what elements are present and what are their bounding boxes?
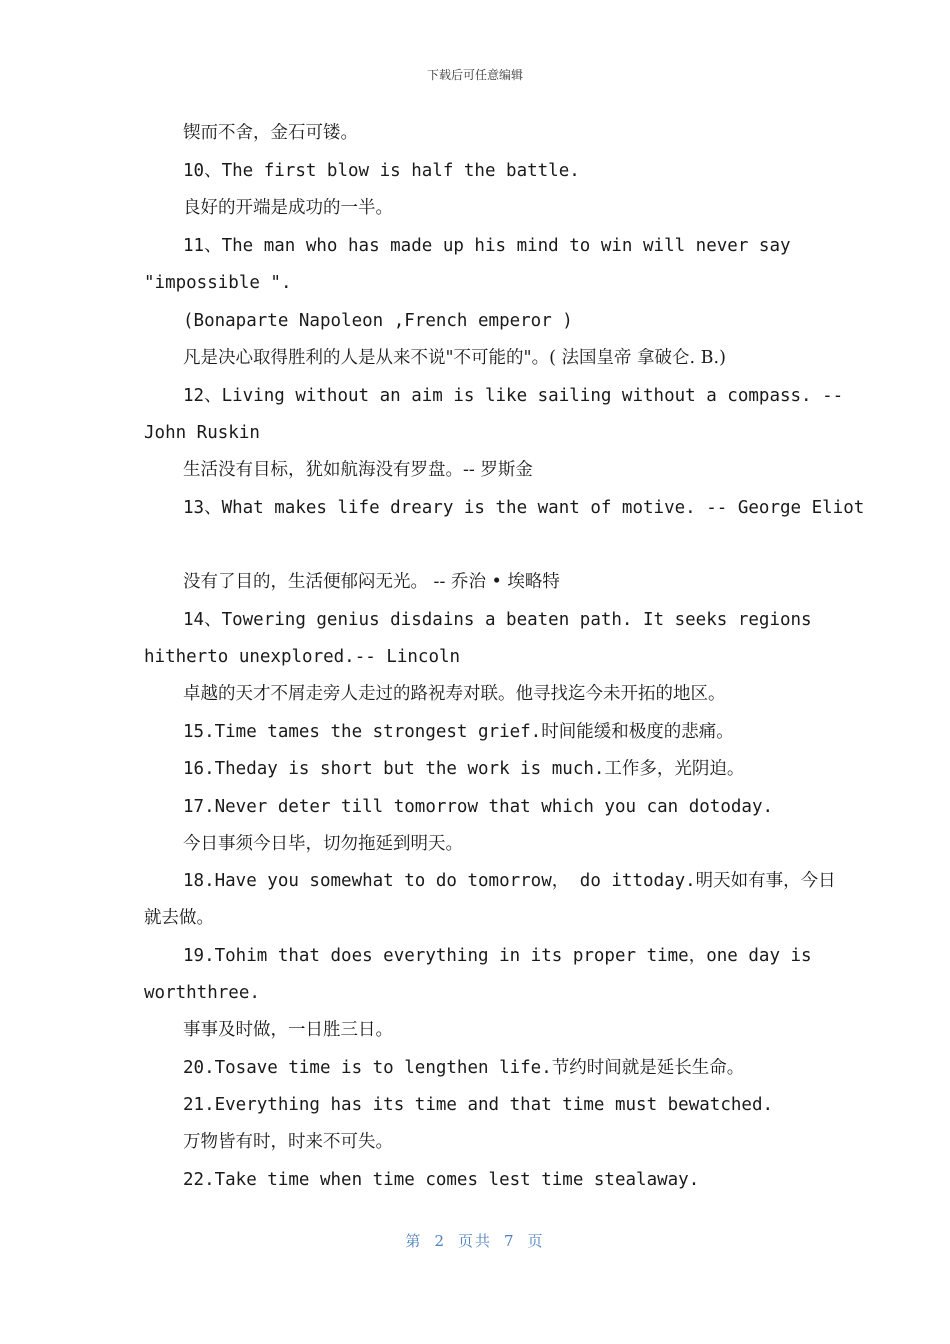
text-line: 凡是决心取得胜利的人是从来不说"不可能的"。( 法国皇帝 拿破仑. B.)	[183, 348, 726, 368]
page-number: 2	[434, 1232, 446, 1250]
text-line: 良好的开端是成功的一半。	[183, 198, 393, 218]
text-line: 21.Everything has its time and that time must bewatched.	[183, 1095, 774, 1115]
text-line: hitherto unexplored.-- Lincoln	[144, 647, 461, 667]
text-line: (Bonaparte Napoleon ,French emperor )	[183, 311, 573, 331]
text-line: 17.Never deter till tomorrow that which you can dotoday.	[183, 797, 774, 817]
page-total: 7	[504, 1232, 516, 1250]
text-line: worththree.	[144, 983, 260, 1003]
text-line: 11、The man who has made up his mind to win will never say	[183, 236, 791, 256]
text-line: 10、The first blow is half the battle.	[183, 161, 580, 181]
text-line: "impossible ".	[144, 273, 292, 293]
page-header: 下载后可任意编辑	[426, 68, 523, 82]
text-line: 就去做。	[144, 908, 214, 928]
text-line: 22.Take time when time comes lest time stealaway.	[183, 1170, 700, 1190]
text-line: 今日事须今日毕，切勿拖延到明天。	[183, 834, 463, 854]
text-line: 20.Tosave time is to lengthen life.节约时间就是延长生命。	[183, 1058, 745, 1078]
text-line: 12、Living without an aim is like sailing without a compass. --	[183, 386, 844, 406]
text-line: 16.Theday is short but the work is much.工作多，光阴迫。	[183, 759, 745, 779]
text-line: 15.Time tames the strongest grief.时间能缓和极度的悲痛。	[183, 722, 734, 742]
page-footer	[0, 1230, 950, 1251]
text-line: 生活没有目标，犹如航海没有罗盘。-- 罗斯金	[183, 460, 533, 480]
text-line: 18.Have you somewhat to do tomorrow， do ittoday.明天如有事，今日	[183, 871, 836, 891]
text-line: 14、Towering genius disdains a beaten path. It seeks regions	[183, 610, 812, 630]
text-line: John Ruskin	[144, 423, 260, 443]
text-line: 19.Tohim that does everything in its proper time，one day is	[183, 946, 812, 966]
text-line: 卓越的天才不屑走旁人走过的路祝寿对联。他寻找迄今未开拓的地区。	[183, 684, 726, 704]
page-label: 页	[527, 1232, 545, 1250]
page-label: 页共	[457, 1232, 492, 1250]
text-line: 事事及时做，一日胜三日。	[183, 1020, 393, 1040]
text-line: 锲而不舍，金石可镂。	[183, 123, 358, 143]
text-line: 万物皆有时，时来不可失。	[183, 1132, 393, 1152]
page-label: 第	[405, 1232, 423, 1250]
text-line: 没有了目的，生活便郁闷无光。 -- 乔治 • 埃略特	[183, 572, 560, 592]
text-line: 13、What makes life dreary is the want of motive. -- George Eliot	[183, 498, 865, 518]
